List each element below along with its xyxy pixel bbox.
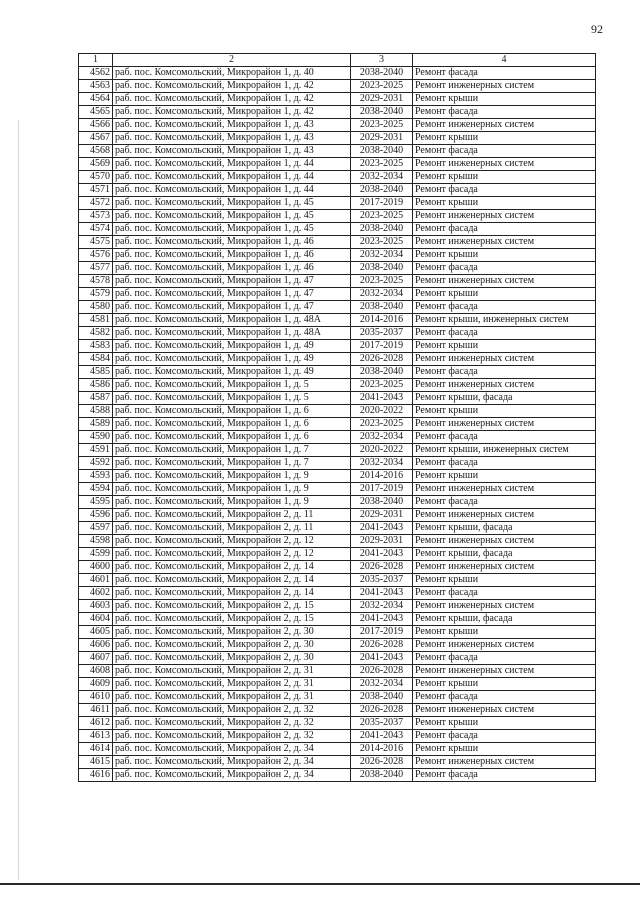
period-cell: 2038-2040 [351, 223, 413, 236]
row-number: 4566 [79, 119, 113, 132]
period-cell: 2041-2043 [351, 587, 413, 600]
table-row [79, 392, 596, 405]
address-cell: раб. пос. Комсомольский, Микрорайон 1, д. 44 [113, 171, 351, 184]
row-number: 4586 [79, 379, 113, 392]
address-cell: раб. пос. Комсомольский, Микрорайон 1, д. 48А [113, 327, 351, 340]
column-header-4: 4 [413, 54, 596, 67]
work-type-cell: Ремонт фасада [413, 457, 596, 470]
row-number: 4582 [79, 327, 113, 340]
row-number: 4564 [79, 93, 113, 106]
work-type-cell: Ремонт инженерных систем [413, 561, 596, 574]
row-number: 4602 [79, 587, 113, 600]
work-type-cell: Ремонт инженерных систем [413, 535, 596, 548]
address-cell: раб. пос. Комсомольский, Микрорайон 2, д. 32 [113, 704, 351, 717]
period-cell: 2029-2031 [351, 93, 413, 106]
table-row [79, 366, 596, 379]
table-header [79, 54, 596, 67]
row-number: 4594 [79, 483, 113, 496]
row-number: 4613 [79, 730, 113, 743]
scan-bottom-edge [0, 883, 640, 885]
address-cell: раб. пос. Комсомольский, Микрорайон 2, д. 32 [113, 730, 351, 743]
work-type-cell: Ремонт фасада [413, 67, 596, 80]
address-cell: раб. пос. Комсомольский, Микрорайон 1, д. 43 [113, 145, 351, 158]
table-row [79, 470, 596, 483]
period-cell: 2023-2025 [351, 236, 413, 249]
work-type-cell: Ремонт фасада [413, 691, 596, 704]
table-row [79, 327, 596, 340]
address-cell: раб. пос. Комсомольский, Микрорайон 1, д. 43 [113, 132, 351, 145]
table-row [79, 730, 596, 743]
work-type-cell: Ремонт крыши [413, 171, 596, 184]
address-cell: раб. пос. Комсомольский, Микрорайон 1, д. 48А [113, 314, 351, 327]
address-cell: раб. пос. Комсомольский, Микрорайон 2, д. 11 [113, 522, 351, 535]
address-cell: раб. пос. Комсомольский, Микрорайон 1, д. 7 [113, 444, 351, 457]
address-cell: раб. пос. Комсомольский, Микрорайон 2, д. 30 [113, 626, 351, 639]
table-row [79, 223, 596, 236]
row-number: 4610 [79, 691, 113, 704]
period-cell: 2032-2034 [351, 457, 413, 470]
row-number: 4601 [79, 574, 113, 587]
period-cell: 2026-2028 [351, 704, 413, 717]
address-cell: раб. пос. Комсомольский, Микрорайон 1, д. 45 [113, 197, 351, 210]
period-cell: 2029-2031 [351, 535, 413, 548]
work-type-cell: Ремонт крыши, фасада [413, 548, 596, 561]
work-type-cell: Ремонт крыши [413, 405, 596, 418]
row-number: 4571 [79, 184, 113, 197]
work-type-cell: Ремонт крыши [413, 132, 596, 145]
row-number: 4565 [79, 106, 113, 119]
row-number: 4576 [79, 249, 113, 262]
period-cell: 2032-2034 [351, 678, 413, 691]
table-row [79, 431, 596, 444]
address-cell: раб. пос. Комсомольский, Микрорайон 1, д. 46 [113, 262, 351, 275]
period-cell: 2035-2037 [351, 574, 413, 587]
period-cell: 2014-2016 [351, 470, 413, 483]
table-row [79, 80, 596, 93]
row-number: 4611 [79, 704, 113, 717]
row-number: 4591 [79, 444, 113, 457]
address-cell: раб. пос. Комсомольский, Микрорайон 1, д. 45 [113, 210, 351, 223]
work-type-cell: Ремонт фасада [413, 262, 596, 275]
row-number: 4563 [79, 80, 113, 93]
period-cell: 2038-2040 [351, 184, 413, 197]
row-number: 4590 [79, 431, 113, 444]
table-row [79, 574, 596, 587]
address-cell: раб. пос. Комсомольский, Микрорайон 1, д. 42 [113, 80, 351, 93]
table-row [79, 184, 596, 197]
work-type-cell: Ремонт фасада [413, 652, 596, 665]
address-cell: раб. пос. Комсомольский, Микрорайон 2, д. 12 [113, 548, 351, 561]
table-row [79, 119, 596, 132]
work-type-cell: Ремонт фасада [413, 301, 596, 314]
column-header-2: 2 [113, 54, 351, 67]
address-cell: раб. пос. Комсомольский, Микрорайон 1, д. 40 [113, 67, 351, 80]
address-cell: раб. пос. Комсомольский, Микрорайон 1, д. 46 [113, 236, 351, 249]
table-row [79, 652, 596, 665]
period-cell: 2023-2025 [351, 119, 413, 132]
address-cell: раб. пос. Комсомольский, Микрорайон 2, д. 11 [113, 509, 351, 522]
table-row [79, 301, 596, 314]
address-cell: раб. пос. Комсомольский, Микрорайон 1, д. 9 [113, 470, 351, 483]
period-cell: 2038-2040 [351, 106, 413, 119]
row-number: 4579 [79, 288, 113, 301]
address-cell: раб. пос. Комсомольский, Микрорайон 1, д. 9 [113, 496, 351, 509]
row-number: 4616 [79, 769, 113, 782]
work-type-cell: Ремонт крыши [413, 340, 596, 353]
period-cell: 2038-2040 [351, 67, 413, 80]
table-row [79, 444, 596, 457]
work-type-cell: Ремонт инженерных систем [413, 483, 596, 496]
table-row [79, 678, 596, 691]
row-number: 4607 [79, 652, 113, 665]
address-cell: раб. пос. Комсомольский, Микрорайон 1, д. 6 [113, 431, 351, 444]
address-cell: раб. пос. Комсомольский, Микрорайон 1, д. 6 [113, 418, 351, 431]
address-cell: раб. пос. Комсомольский, Микрорайон 1, д. 49 [113, 340, 351, 353]
period-cell: 2026-2028 [351, 639, 413, 652]
row-number: 4598 [79, 535, 113, 548]
period-cell: 2014-2016 [351, 314, 413, 327]
period-cell: 2017-2019 [351, 626, 413, 639]
work-type-cell: Ремонт инженерных систем [413, 353, 596, 366]
table-row [79, 496, 596, 509]
address-cell: раб. пос. Комсомольский, Микрорайон 1, д. 9 [113, 483, 351, 496]
work-type-cell: Ремонт крыши [413, 717, 596, 730]
row-number: 4575 [79, 236, 113, 249]
row-number: 4606 [79, 639, 113, 652]
period-cell: 2035-2037 [351, 717, 413, 730]
table-row [79, 288, 596, 301]
row-number: 4604 [79, 613, 113, 626]
table-row [79, 691, 596, 704]
period-cell: 2020-2022 [351, 444, 413, 457]
address-cell: раб. пос. Комсомольский, Микрорайон 1, д. 47 [113, 288, 351, 301]
address-cell: раб. пос. Комсомольский, Микрорайон 2, д. 30 [113, 652, 351, 665]
table-row [79, 275, 596, 288]
period-cell: 2038-2040 [351, 301, 413, 314]
address-cell: раб. пос. Комсомольский, Микрорайон 2, д. 34 [113, 756, 351, 769]
address-cell: раб. пос. Комсомольский, Микрорайон 2, д. 14 [113, 587, 351, 600]
row-number: 4573 [79, 210, 113, 223]
work-type-cell: Ремонт фасада [413, 587, 596, 600]
address-cell: раб. пос. Комсомольский, Микрорайон 2, д. 34 [113, 743, 351, 756]
work-type-cell: Ремонт инженерных систем [413, 600, 596, 613]
table-row [79, 756, 596, 769]
row-number: 4584 [79, 353, 113, 366]
work-type-cell: Ремонт инженерных систем [413, 704, 596, 717]
work-type-cell: Ремонт инженерных систем [413, 236, 596, 249]
row-number: 4580 [79, 301, 113, 314]
period-cell: 2023-2025 [351, 210, 413, 223]
work-type-cell: Ремонт фасада [413, 106, 596, 119]
period-cell: 2017-2019 [351, 197, 413, 210]
period-cell: 2020-2022 [351, 405, 413, 418]
row-number: 4583 [79, 340, 113, 353]
address-cell: раб. пос. Комсомольский, Микрорайон 1, д. 47 [113, 301, 351, 314]
table-row [79, 353, 596, 366]
work-type-cell: Ремонт инженерных систем [413, 418, 596, 431]
address-cell: раб. пос. Комсомольский, Микрорайон 1, д. 44 [113, 158, 351, 171]
table-row [79, 67, 596, 80]
work-type-cell: Ремонт фасада [413, 145, 596, 158]
work-type-cell: Ремонт фасада [413, 431, 596, 444]
table-row [79, 249, 596, 262]
row-number: 4581 [79, 314, 113, 327]
table-row [79, 457, 596, 470]
row-number: 4568 [79, 145, 113, 158]
scan-margin-line [18, 120, 19, 880]
table-row [79, 548, 596, 561]
period-cell: 2032-2034 [351, 171, 413, 184]
period-cell: 2029-2031 [351, 509, 413, 522]
address-cell: раб. пос. Комсомольский, Микрорайон 1, д. 7 [113, 457, 351, 470]
table-row [79, 418, 596, 431]
work-type-cell: Ремонт крыши, фасада [413, 613, 596, 626]
work-type-cell: Ремонт инженерных систем [413, 210, 596, 223]
address-cell: раб. пос. Комсомольский, Микрорайон 1, д. 42 [113, 93, 351, 106]
address-cell: раб. пос. Комсомольский, Микрорайон 1, д. 47 [113, 275, 351, 288]
table-row [79, 93, 596, 106]
work-type-cell: Ремонт фасада [413, 223, 596, 236]
row-number: 4570 [79, 171, 113, 184]
table-row [79, 171, 596, 184]
period-cell: 2032-2034 [351, 431, 413, 444]
address-cell: раб. пос. Комсомольский, Микрорайон 1, д. 5 [113, 379, 351, 392]
row-number: 4596 [79, 509, 113, 522]
row-number: 4577 [79, 262, 113, 275]
address-cell: раб. пос. Комсомольский, Микрорайон 1, д. 42 [113, 106, 351, 119]
period-cell: 2038-2040 [351, 769, 413, 782]
work-type-cell: Ремонт крыши, инженерных систем [413, 314, 596, 327]
column-header-3: 3 [351, 54, 413, 67]
table-row [79, 197, 596, 210]
header-row [79, 54, 596, 67]
period-cell: 2032-2034 [351, 288, 413, 301]
address-cell: раб. пос. Комсомольский, Микрорайон 1, д. 49 [113, 366, 351, 379]
address-cell: раб. пос. Комсомольский, Микрорайон 2, д. 34 [113, 769, 351, 782]
period-cell: 2041-2043 [351, 548, 413, 561]
work-type-cell: Ремонт фасада [413, 730, 596, 743]
period-cell: 2038-2040 [351, 262, 413, 275]
table-row [79, 106, 596, 119]
address-cell: раб. пос. Комсомольский, Микрорайон 2, д. 32 [113, 717, 351, 730]
table-row [79, 132, 596, 145]
work-type-cell: Ремонт инженерных систем [413, 639, 596, 652]
row-number: 4597 [79, 522, 113, 535]
row-number: 4612 [79, 717, 113, 730]
work-type-cell: Ремонт инженерных систем [413, 119, 596, 132]
period-cell: 2014-2016 [351, 743, 413, 756]
address-cell: раб. пос. Комсомольский, Микрорайон 2, д. 30 [113, 639, 351, 652]
period-cell: 2023-2025 [351, 275, 413, 288]
work-type-cell: Ремонт крыши [413, 678, 596, 691]
address-cell: раб. пос. Комсомольский, Микрорайон 1, д. 49 [113, 353, 351, 366]
period-cell: 2038-2040 [351, 145, 413, 158]
row-number: 4578 [79, 275, 113, 288]
table-row [79, 236, 596, 249]
table-row [79, 743, 596, 756]
row-number: 4572 [79, 197, 113, 210]
work-type-cell: Ремонт инженерных систем [413, 275, 596, 288]
table-row [79, 483, 596, 496]
table-row [79, 639, 596, 652]
address-cell: раб. пос. Комсомольский, Микрорайон 2, д. 12 [113, 535, 351, 548]
table-row [79, 262, 596, 275]
table-row [79, 535, 596, 548]
table-row [79, 314, 596, 327]
table-row [79, 665, 596, 678]
work-type-cell: Ремонт крыши [413, 288, 596, 301]
period-cell: 2023-2025 [351, 80, 413, 93]
address-cell: раб. пос. Комсомольский, Микрорайон 2, д. 15 [113, 600, 351, 613]
row-number: 4567 [79, 132, 113, 145]
period-cell: 2038-2040 [351, 496, 413, 509]
row-number: 4614 [79, 743, 113, 756]
period-cell: 2035-2037 [351, 327, 413, 340]
work-type-cell: Ремонт инженерных систем [413, 665, 596, 678]
table-row [79, 522, 596, 535]
row-number: 4595 [79, 496, 113, 509]
work-type-cell: Ремонт фасада [413, 184, 596, 197]
table-row [79, 704, 596, 717]
table-row [79, 158, 596, 171]
table-row [79, 717, 596, 730]
period-cell: 2041-2043 [351, 730, 413, 743]
row-number: 4608 [79, 665, 113, 678]
table-row [79, 613, 596, 626]
row-number: 4599 [79, 548, 113, 561]
period-cell: 2038-2040 [351, 691, 413, 704]
period-cell: 2023-2025 [351, 379, 413, 392]
address-cell: раб. пос. Комсомольский, Микрорайон 1, д. 43 [113, 119, 351, 132]
row-number: 4592 [79, 457, 113, 470]
work-type-cell: Ремонт инженерных систем [413, 80, 596, 93]
period-cell: 2023-2025 [351, 158, 413, 171]
table-row [79, 587, 596, 600]
row-number: 4569 [79, 158, 113, 171]
address-cell: раб. пос. Комсомольский, Микрорайон 1, д. 5 [113, 392, 351, 405]
work-type-cell: Ремонт крыши [413, 470, 596, 483]
address-cell: раб. пос. Комсомольский, Микрорайон 2, д. 31 [113, 691, 351, 704]
row-number: 4587 [79, 392, 113, 405]
row-number: 4615 [79, 756, 113, 769]
table-body [79, 67, 596, 782]
period-cell: 2026-2028 [351, 665, 413, 678]
period-cell: 2026-2028 [351, 756, 413, 769]
work-type-cell: Ремонт инженерных систем [413, 509, 596, 522]
work-type-cell: Ремонт фасада [413, 327, 596, 340]
row-number: 4585 [79, 366, 113, 379]
work-type-cell: Ремонт фасада [413, 366, 596, 379]
period-cell: 2041-2043 [351, 392, 413, 405]
period-cell: 2017-2019 [351, 483, 413, 496]
work-type-cell: Ремонт крыши [413, 249, 596, 262]
table-row [79, 561, 596, 574]
period-cell: 2017-2019 [351, 340, 413, 353]
row-number: 4562 [79, 67, 113, 80]
table-row [79, 210, 596, 223]
row-number: 4589 [79, 418, 113, 431]
work-type-cell: Ремонт крыши [413, 93, 596, 106]
period-cell: 2023-2025 [351, 418, 413, 431]
period-cell: 2026-2028 [351, 561, 413, 574]
row-number: 4605 [79, 626, 113, 639]
work-type-cell: Ремонт инженерных систем [413, 158, 596, 171]
period-cell: 2041-2043 [351, 522, 413, 535]
address-cell: раб. пос. Комсомольский, Микрорайон 2, д. 31 [113, 678, 351, 691]
period-cell: 2026-2028 [351, 353, 413, 366]
row-number: 4600 [79, 561, 113, 574]
work-type-cell: Ремонт крыши [413, 197, 596, 210]
work-type-cell: Ремонт инженерных систем [413, 756, 596, 769]
column-header-1: 1 [79, 54, 113, 67]
address-cell: раб. пос. Комсомольский, Микрорайон 2, д. 31 [113, 665, 351, 678]
table-row [79, 509, 596, 522]
work-type-cell: Ремонт крыши [413, 626, 596, 639]
address-cell: раб. пос. Комсомольский, Микрорайон 1, д. 45 [113, 223, 351, 236]
address-cell: раб. пос. Комсомольский, Микрорайон 2, д. 14 [113, 574, 351, 587]
address-cell: раб. пос. Комсомольский, Микрорайон 1, д. 6 [113, 405, 351, 418]
period-cell: 2038-2040 [351, 366, 413, 379]
period-cell: 2032-2034 [351, 249, 413, 262]
work-type-cell: Ремонт крыши [413, 574, 596, 587]
row-number: 4603 [79, 600, 113, 613]
period-cell: 2029-2031 [351, 132, 413, 145]
period-cell: 2041-2043 [351, 613, 413, 626]
work-type-cell: Ремонт крыши [413, 743, 596, 756]
table-row [79, 145, 596, 158]
row-number: 4593 [79, 470, 113, 483]
address-cell: раб. пос. Комсомольский, Микрорайон 2, д. 15 [113, 613, 351, 626]
work-type-cell: Ремонт фасада [413, 496, 596, 509]
table-row [79, 379, 596, 392]
table-row [79, 626, 596, 639]
work-type-cell: Ремонт крыши, инженерных систем [413, 444, 596, 457]
work-type-cell: Ремонт крыши, фасада [413, 392, 596, 405]
table-row [79, 405, 596, 418]
address-cell: раб. пос. Комсомольский, Микрорайон 1, д. 44 [113, 184, 351, 197]
row-number: 4588 [79, 405, 113, 418]
address-cell: раб. пос. Комсомольский, Микрорайон 1, д. 46 [113, 249, 351, 262]
row-number: 4574 [79, 223, 113, 236]
row-number: 4609 [79, 678, 113, 691]
work-type-cell: Ремонт инженерных систем [413, 379, 596, 392]
work-type-cell: Ремонт фасада [413, 769, 596, 782]
period-cell: 2032-2034 [351, 600, 413, 613]
address-cell: раб. пос. Комсомольский, Микрорайон 2, д. 14 [113, 561, 351, 574]
table-row [79, 340, 596, 353]
work-type-cell: Ремонт крыши, фасада [413, 522, 596, 535]
table-row [79, 769, 596, 782]
table-row [79, 600, 596, 613]
repair-schedule-table [78, 53, 596, 782]
period-cell: 2041-2043 [351, 652, 413, 665]
page-number: 92 [591, 22, 603, 36]
